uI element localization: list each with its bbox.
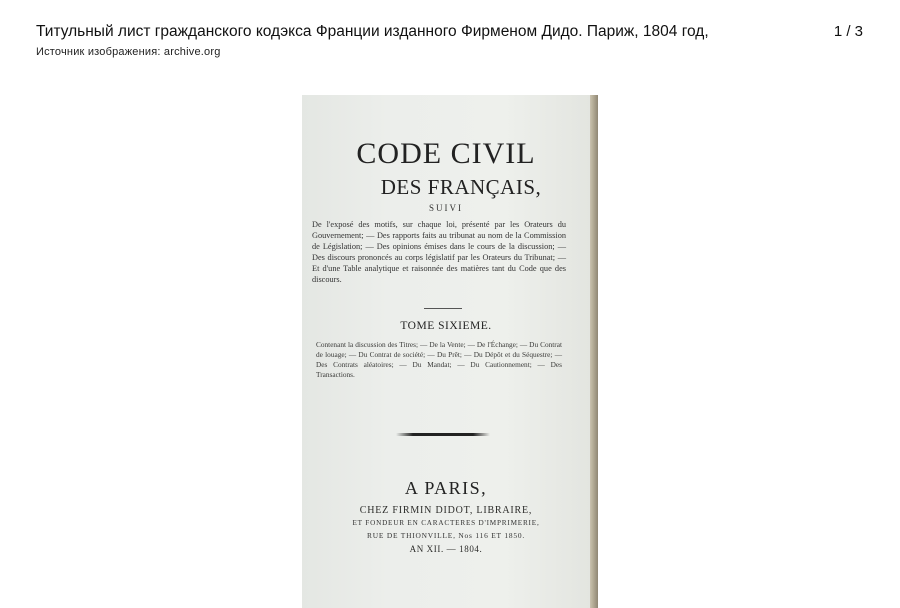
scan-subtitle: DES FRANÇAIS, xyxy=(380,175,542,199)
image-counter[interactable]: 1 / 3 xyxy=(833,23,863,40)
book-page-edges xyxy=(589,95,598,608)
title-page xyxy=(302,95,590,608)
caption-title: Титульный лист гражданского кодэкса Франции изданного Фирменом Дидо. Париж, 1804 год, xyxy=(36,23,709,40)
image-caption xyxy=(36,22,816,58)
book-title-page-image xyxy=(302,95,598,608)
scan-contents: Contenant la discussion des Titres; — De la Vente; — De l'Échange; — Du Contrat de louage; — Du Contrat de société; — Du Prêt; — Du Dépôt et du Séquestre; — Des Contrats aléatoires; — Du Mandat; — Du Cautionnement; — Des Transactions. xyxy=(316,340,562,379)
ornamental-rule-large xyxy=(396,433,490,436)
scan-publisher-role: ET FONDEUR EN CARACTERES D'IMPRIMERIE, xyxy=(352,519,540,527)
scan-publisher: CHEZ FIRMIN DIDOT, LIBRAIRE, xyxy=(359,505,533,516)
scan-year: AN XII. — 1804. xyxy=(409,544,483,554)
scan-description: De l'exposé des motifs, sur chaque loi, présenté par les Orateurs du Gouvernement; — Des rapports faits au tribunat au nom de la Commission de Législation; — Des opinions émises dans le cours de la discussion; — Des discours prononcés au corps législatif par les Orateurs du Tribunat; — Et d'une Table analytique et raisonnée des matières tant du Code que des discours. xyxy=(312,220,566,284)
scan-suivi: SUIVI xyxy=(429,203,463,213)
scan-volume: TOME SIXIEME. xyxy=(400,320,492,332)
caption-source: Источник изображения: archive.org xyxy=(36,46,221,58)
ornamental-rule-small xyxy=(424,308,462,309)
scan-address: RUE DE THIONVILLE, Nos 116 ET 1850. xyxy=(366,531,525,540)
scan-title: CODE CIVIL xyxy=(356,137,536,170)
scan-place: A PARIS, xyxy=(404,478,488,498)
